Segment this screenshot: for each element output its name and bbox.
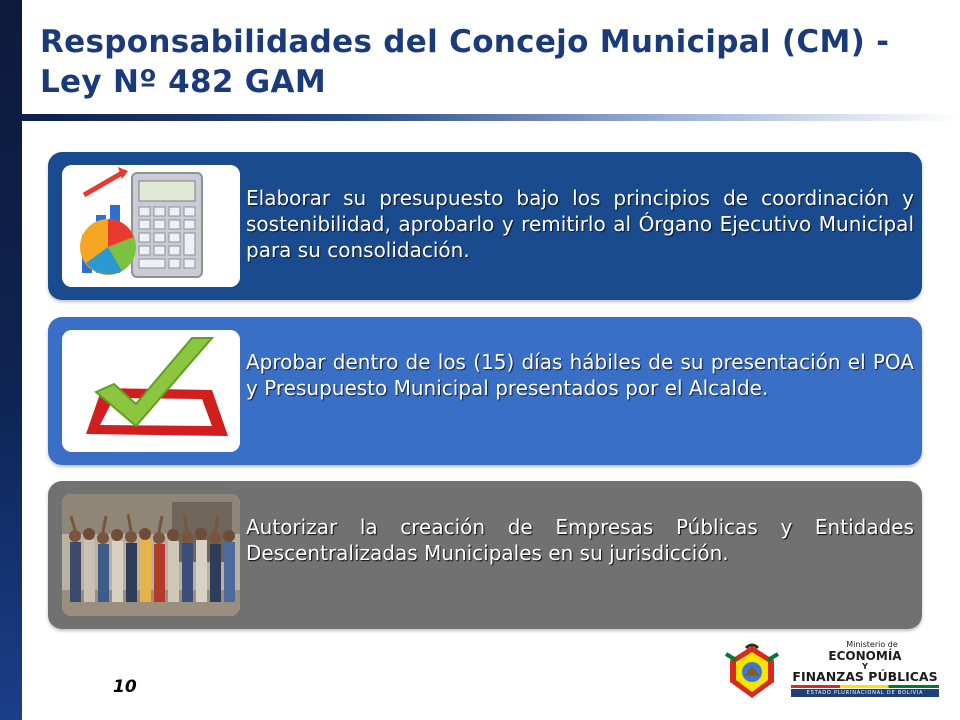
ministry-state-label: ESTADO PLURINACIONAL DE BOLIVIA [791,689,939,697]
checkmark-icon [62,330,240,452]
left-accent-bar [0,0,22,720]
coat-of-arms-icon [720,642,784,700]
page-number: 10 [113,677,137,697]
calculator-chart-icon [62,165,240,287]
responsibility-card-3 [48,481,922,629]
ministry-finanzas: FINANZAS PÚBLICAS [792,669,938,684]
responsibility-card-2 [48,317,922,465]
responsibility-text-3: Autorizar la creación de Empresas Públicas y Entidades Descentralizadas Municipales en su jurisdicción. [246,515,914,565]
crowd-photo-icon [62,494,240,616]
page-title: Responsabilidades del Concejo Municipal (CM) - Ley Nº 482 GAM [40,24,890,100]
title-divider [22,114,960,121]
ministry-logo [720,640,940,700]
responsibility-text-2: Aprobar dentro de los (15) días hábiles de su presentación el POA y Presupuesto Municipal presentados por el Alcalde. [246,350,914,400]
responsibility-text-1: Elaborar su presupuesto bajo los principios de coordinación y sostenibilidad, aprobarlo y remitirlo al Órgano Ejecutivo Municipal para su consolidación. [246,186,914,262]
ministry-label: Ministerio de [846,640,898,649]
ministry-economia: ECONOMÍA [828,649,902,663]
flag-stripe [791,685,939,688]
ministry-y: Y [862,662,868,671]
responsibility-card-1 [48,152,922,300]
